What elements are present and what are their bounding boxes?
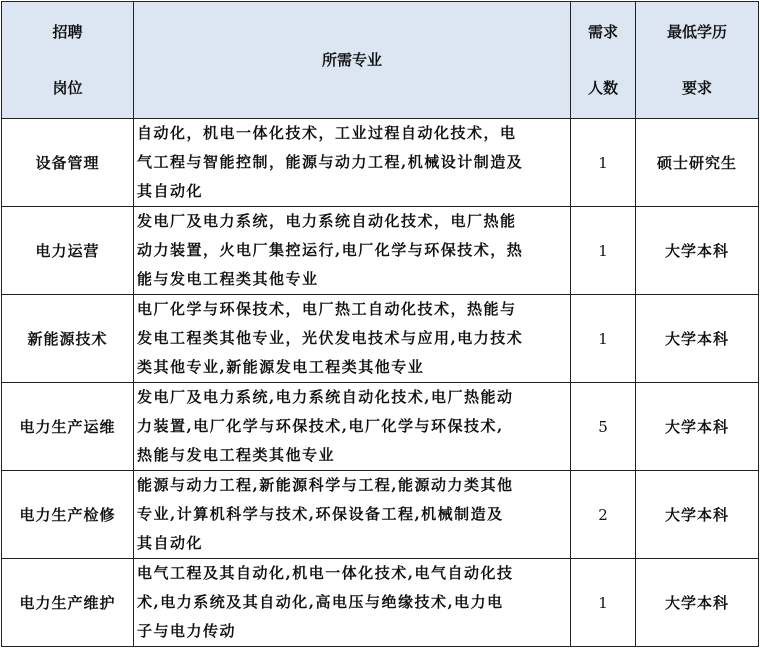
- major-line: 能源与动力工程,新能源科学与工程,能源动力类其他: [137, 476, 514, 494]
- education-cell: 大学本科: [636, 295, 759, 383]
- header-position-line2: 岗位: [52, 79, 83, 97]
- position-cell: 电力生产运维: [2, 383, 134, 471]
- education-cell: 大学本科: [636, 471, 759, 559]
- major-cell: [134, 471, 571, 559]
- major-line: 其自动化: [137, 534, 204, 552]
- major-line: 其自动化: [137, 182, 204, 200]
- major-cell: [134, 295, 571, 383]
- education-cell: 硕士研究生: [636, 119, 759, 207]
- major-line: 电厂化学与环保技术，电厂热工自动化技术，热能与: [137, 300, 517, 318]
- major-line: 术,电力系统及其自动化,高电压与绝缘技术,电力电: [137, 593, 504, 611]
- position-cell: 设备管理: [2, 119, 134, 207]
- education-cell: 大学本科: [636, 207, 759, 295]
- major-line: 能与发电工程类其他专业: [137, 270, 319, 288]
- table-row: [2, 119, 759, 207]
- header-count-line2: 人数: [587, 79, 618, 97]
- major-line: 自动化，机电一体化技术，工业过程自动化技术，电: [137, 124, 517, 142]
- header-major: 所需专业: [134, 2, 571, 119]
- header-position-line1: 招聘: [52, 23, 83, 41]
- table-row: [2, 207, 759, 295]
- major-line: 气工程与智能控制，能源与动力工程,机械设计制造及: [137, 153, 524, 171]
- position-cell: 电力生产维护: [2, 559, 134, 647]
- major-line: 发电厂及电力系统，电力系统自动化技术，电厂热能: [137, 212, 517, 230]
- header-row: [2, 2, 759, 119]
- major-cell: [134, 119, 571, 207]
- education-cell: 大学本科: [636, 383, 759, 471]
- table-row: [2, 295, 759, 383]
- header-education: [636, 2, 759, 119]
- count-cell: 5: [571, 383, 636, 471]
- major-cell: [134, 559, 571, 647]
- table-row: [2, 383, 759, 471]
- major-line: 热能与发电工程类其他专业: [137, 446, 336, 464]
- major-line: 动力装置，火电厂集控运行,电厂化学与环保技术，热: [137, 241, 524, 259]
- major-line: 子与电力传动: [137, 622, 237, 640]
- major-cell: [134, 383, 571, 471]
- major-line: 电气工程及其自动化,机电一体化技术,电气自动化技: [137, 564, 514, 582]
- header-position: [2, 2, 134, 119]
- table-row: [2, 471, 759, 559]
- count-cell: 2: [571, 471, 636, 559]
- recruitment-table: [1, 1, 759, 647]
- position-cell: 电力运营: [2, 207, 134, 295]
- header-count: [571, 2, 636, 119]
- major-line: 发电厂及电力系统,电力系统自动化技术,电厂热能动: [137, 388, 514, 406]
- position-cell: 电力生产检修: [2, 471, 134, 559]
- count-cell: 1: [571, 119, 636, 207]
- education-cell: 大学本科: [636, 559, 759, 647]
- count-cell: 1: [571, 559, 636, 647]
- major-line: 专业,计算机科学与技术,环保设备工程,机械制造及: [137, 505, 504, 523]
- header-education-line2: 要求: [681, 79, 712, 97]
- major-line: 力装置,电厂化学与环保技术,电厂化学与环保技术,: [137, 417, 504, 435]
- header-education-line1: 最低学历: [666, 23, 727, 41]
- major-cell: [134, 207, 571, 295]
- major-line: 发电工程类其他专业，光伏发电技术与应用,电力技术: [137, 329, 524, 347]
- major-line: 类其他专业,新能源发电工程类其他专业: [137, 358, 425, 376]
- count-cell: 1: [571, 295, 636, 383]
- header-count-line1: 需求: [587, 23, 618, 41]
- position-cell: 新能源技术: [2, 295, 134, 383]
- table-row: [2, 559, 759, 647]
- count-cell: 1: [571, 207, 636, 295]
